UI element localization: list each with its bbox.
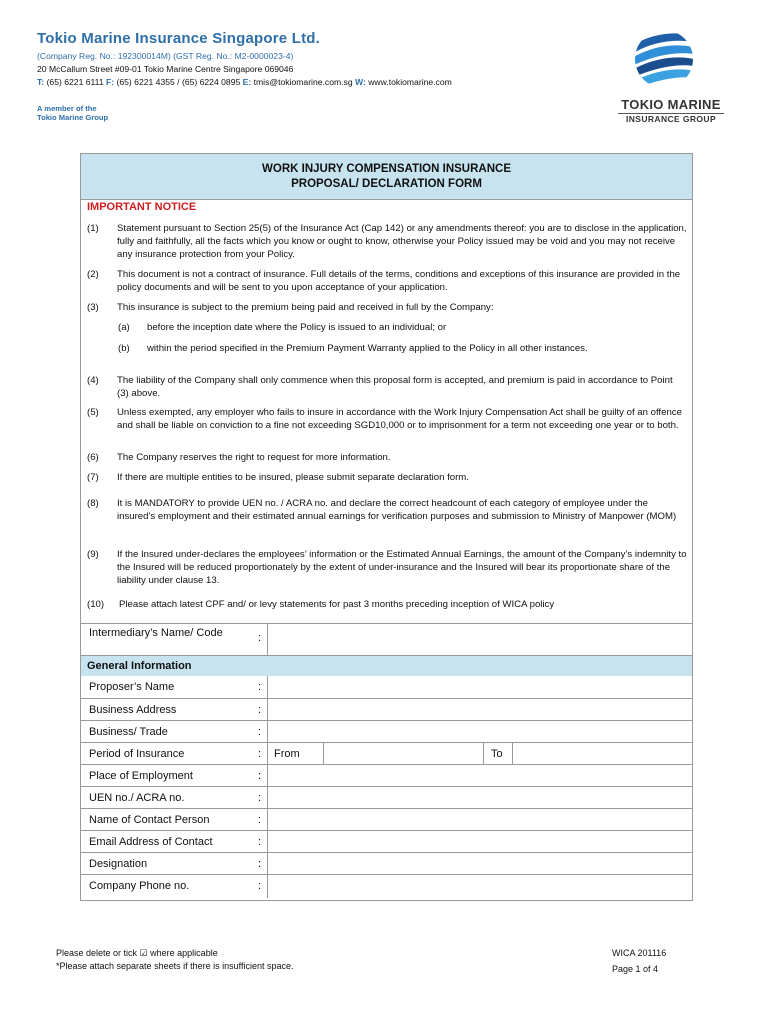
logo-text-1: TOKIO MARINE xyxy=(621,97,721,112)
designation-label: Designation xyxy=(89,858,148,870)
logo-emblem-icon xyxy=(612,28,730,90)
group-member-note: A member of the Tokio Marine Group xyxy=(37,104,109,122)
designation-input[interactable] xyxy=(268,853,692,875)
field-row: Proposer’s Name : xyxy=(81,676,692,698)
company-phone-label: Company Phone no. xyxy=(89,880,190,892)
intermediary-label: Intermediary’s Name/ Code xyxy=(89,627,223,639)
company-contacts: T: (65) 6221 6111 F: (65) 6221 4355 / (65) 6224 0895 E: tmis@tokiomarine.com.sg W: www.tokiomarine.com xyxy=(37,77,452,87)
business-trade-input[interactable] xyxy=(268,721,692,743)
footer-right xyxy=(612,947,666,976)
company-name: Tokio Marine Insurance Singapore Ltd. xyxy=(37,30,320,47)
field-row: UEN no./ ACRA no. : xyxy=(81,786,692,808)
to-label: To xyxy=(491,748,503,760)
field-row: Period of Insurance : From To xyxy=(81,742,692,764)
proposer-name-input[interactable] xyxy=(268,676,692,698)
field-row: Designation : xyxy=(81,852,692,874)
proposal-form: WORK INJURY COMPENSATION INSURANCE PROPOSAL/ DECLARATION FORM IMPORTANT NOTICE (1) Statement pursuant to Section 25(5) of the Insurance Act (Cap 142) or any amendments thereof: you are to disclose in the application, fully and faithfully, all the facts which you know or ought to know, otherwise your Policy issued may be void and you may not receive any insurance protection from your Policy. (2) This document is not a contract of insurance. Full details of the terms, conditions and exceptions of this insurance are provided in the policy documents and will be sent to you upon acceptance of your application. (3) This insurance is subject to the premium being paid and received in full by the Company: (a) before the inception date where the Policy is issued to an individual; or (b) within the period specified in the Premium Payment Warranty applied to the Policy in all other instances. (4) The liability of the Company shall only commence when this proposal form is accepted, and premium is paid in accordance to Point (3) above. (5) Unless exempted, any employer who fails to insure in accordance with the Work Injury Compensation Act shall be guilty of an offence and shall be liable on conviction to a fine not exceeding SGD10,000 or to imprisonment for a term not exceeding one year or to both. (6) The Company reserves the right to request for more information. (7) If there are multiple entities to be insured, please submit separate declaration form. (8) It is MANDATORY to provide UEN no. / ACRA no. and declare the correct headcount of each category of employee under the insured’s employment and their estimated annual earnings for verification purposes and submission to Ministry of Manpower (MOM) (9) If the Insured under-declares the employees’ information or the Estimated Annual Earnings, the amount of the Company’s indemnity to the Insured will be reduced proportionately by the extent of under-insurance and the Insured will bear its proportionate share of the liability under clause 13. (10) Please attach latest CPF and/ or levy statements for past 3 months preceding inception of WICA policy Intermediary’s Name/ Code : General Information Proposer’s Name : Business Address : Business/ Trade : Period of Insurance : From To Place of Employment : UEN no./ ACRA no. : Name of Contact Person : Email Address of Contact : Designation : Company Phone no. : xyxy=(80,153,693,901)
tokio-marine-logo xyxy=(612,28,730,124)
general-info-table xyxy=(81,676,692,898)
page-number: Page 1 of 4 xyxy=(612,964,659,974)
intermediary-row: Intermediary’s Name/ Code : xyxy=(81,623,692,655)
period-from-input[interactable] xyxy=(324,743,483,764)
contact-person-input[interactable] xyxy=(268,809,692,831)
proposer-name-label: Proposer’s Name xyxy=(89,681,175,693)
field-row: Company Phone no. : xyxy=(81,874,692,898)
field-row: Email Address of Contact : xyxy=(81,830,692,852)
place-of-employment-input[interactable] xyxy=(268,765,692,787)
attach-note: *Please attach separate sheets if there is insufficient space. xyxy=(56,961,294,971)
company-address: 20 McCallum Street #09-01 Tokio Marine Centre Singapore 069046 xyxy=(37,64,294,74)
company-reg: (Company Reg. No.: 192300014M) (GST Reg. No.: M2-0000023-4) xyxy=(37,51,294,61)
contact-email-label: Email Address of Contact xyxy=(89,836,213,848)
business-trade-label: Business/ Trade xyxy=(89,726,168,738)
business-address-label: Business Address xyxy=(89,704,177,716)
contact-person-label: Name of Contact Person xyxy=(89,814,210,826)
uen-acra-label: UEN no./ ACRA no. xyxy=(89,792,185,804)
form-title: WORK INJURY COMPENSATION INSURANCE PROPOSAL/ DECLARATION FORM xyxy=(81,154,692,200)
contact-email-input[interactable] xyxy=(268,831,692,853)
place-of-employment-label: Place of Employment xyxy=(89,770,193,782)
field-row: Business/ Trade : xyxy=(81,720,692,742)
footer-notes xyxy=(56,947,293,973)
field-row: Name of Contact Person : xyxy=(81,808,692,830)
checkbox-icon: ☑ xyxy=(139,948,148,958)
uen-acra-input[interactable] xyxy=(268,787,692,809)
company-phone-input[interactable] xyxy=(268,875,692,898)
logo-text-2: INSURANCE GROUP xyxy=(625,114,717,124)
form-code: WICA 201116 xyxy=(612,948,667,958)
intermediary-input[interactable] xyxy=(268,624,692,655)
important-notice-heading: IMPORTANT NOTICE xyxy=(87,201,197,213)
field-row: Place of Employment : xyxy=(81,764,692,786)
company-header xyxy=(37,30,452,87)
general-info-heading: General Information xyxy=(81,655,692,676)
period-of-insurance-label: Period of Insurance xyxy=(89,748,185,760)
tick-note: Please delete or tick ☑ where applicable xyxy=(56,948,218,958)
field-row: Business Address : xyxy=(81,698,692,720)
from-label: From xyxy=(274,748,300,760)
business-address-input[interactable] xyxy=(268,699,692,721)
period-to-input[interactable] xyxy=(513,743,692,764)
